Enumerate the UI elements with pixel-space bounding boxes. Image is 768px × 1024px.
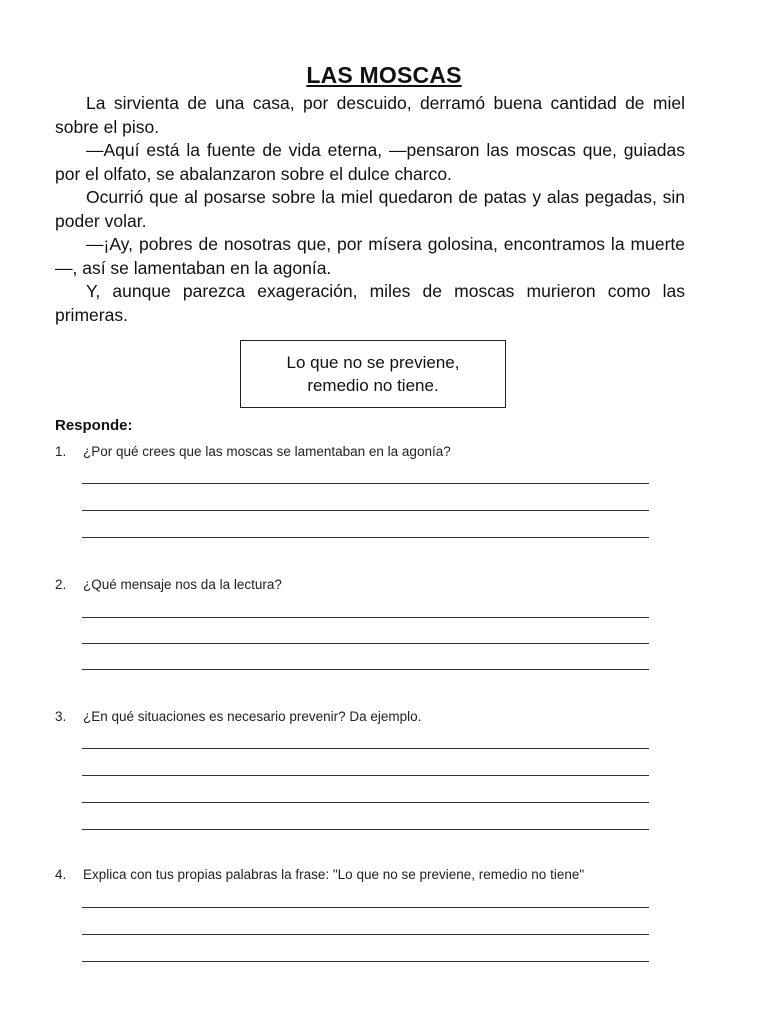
question-number: 2. [55, 577, 67, 592]
answer-line[interactable] [82, 934, 649, 935]
question-text: ¿Qué mensaje nos da la lectura? [83, 577, 282, 592]
moral-box [240, 340, 506, 408]
question-1 [55, 444, 695, 459]
story-paragraph: La sirvienta de una casa, por descuido, derramó buena cantidad de miel sobre el piso. [55, 93, 685, 137]
question-number: 1. [55, 444, 67, 459]
question-2 [55, 577, 695, 592]
question-4 [55, 867, 695, 882]
question-text: ¿Por qué crees que las moscas se lamentaban en la agonía? [83, 444, 451, 459]
answer-line[interactable] [82, 643, 649, 644]
answer-line[interactable] [82, 829, 649, 830]
question-number: 4. [55, 867, 67, 882]
moral-line: remedio no tiene. [307, 376, 439, 395]
answer-line[interactable] [82, 669, 649, 670]
story-paragraph: Ocurrió que al posarse sobre la miel quedaron de patas y alas pegadas, sin poder volar. [55, 187, 685, 231]
answer-line[interactable] [82, 775, 649, 776]
answer-line[interactable] [82, 802, 649, 803]
answer-line[interactable] [82, 961, 649, 962]
answer-line[interactable] [82, 617, 649, 618]
answer-line[interactable] [82, 907, 649, 908]
question-text: Explica con tus propias palabras la frase: "Lo que no se previene, remedio no tiene" [83, 867, 585, 882]
answer-line[interactable] [82, 510, 649, 511]
responde-heading: Responde: [55, 417, 133, 434]
story-paragraph: Y, aunque parezca exageración, miles de moscas murieron como las primeras. [55, 281, 685, 325]
page-title: LAS MOSCAS [306, 62, 462, 88]
story-text [55, 92, 685, 327]
answer-line[interactable] [82, 483, 649, 484]
answer-line[interactable] [82, 748, 649, 749]
question-number: 3. [55, 709, 67, 724]
answer-line[interactable] [82, 537, 649, 538]
story-paragraph: —¡Ay, pobres de nosotras que, por mísera golosina, encontramos la muerte—, así se lamentaban en la agonía. [55, 234, 685, 278]
moral-line: Lo que no se previene, [286, 353, 460, 372]
question-3 [55, 709, 695, 724]
story-paragraph: —Aquí está la fuente de vida eterna, —pensaron las moscas que, guiadas por el olfato, se abalanzaron sobre el dulce charco. [55, 140, 685, 184]
question-text: ¿En qué situaciones es necesario prevenir? Da ejemplo. [83, 709, 422, 724]
